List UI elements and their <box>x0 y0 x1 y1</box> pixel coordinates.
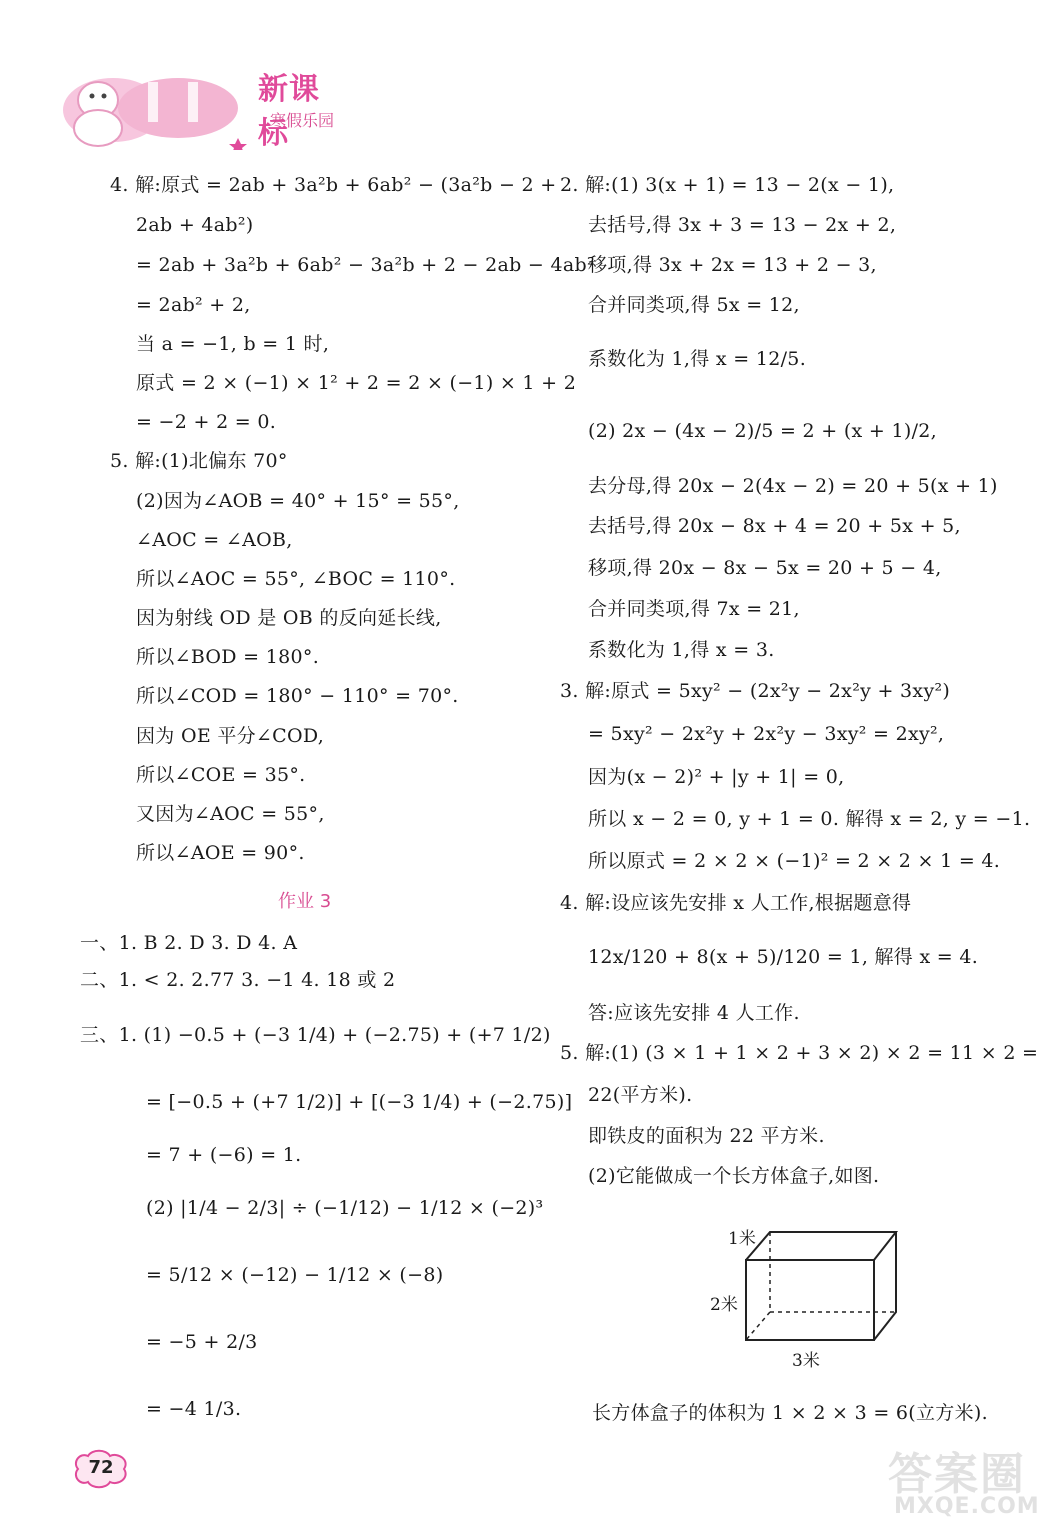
answer-line: (2)它能做成一个长方体盒子,如图. <box>588 1165 880 1187</box>
answer-line: 所以∠AOE = 90°. <box>136 842 305 864</box>
answer-line: (2)因为∠AOB = 40° + 15° = 55°, <box>136 490 460 512</box>
answer-line: 5. 解:(1) (3 × 1 + 1 × 2 + 3 × 2) × 2 = 11 × 2 = <box>560 1042 1039 1064</box>
figure-label-length: 3米 <box>792 1351 820 1371</box>
answer-line: 所以∠AOC = 55°, ∠BOC = 110°. <box>136 568 456 590</box>
answer-line: 12x/120 + 8(x + 5)/120 = 1, 解得 x = 4. <box>588 946 979 968</box>
page-number-badge <box>68 1448 134 1490</box>
answer-line: = [−0.5 + (+7 1/2)] + [(−3 1/4) + (−2.75)] <box>146 1091 573 1113</box>
answer-line: 所以 x − 2 = 0, y + 1 = 0. 解得 x = 2, y = −1. <box>588 808 1031 830</box>
figure-label-height: 1米 <box>728 1229 756 1249</box>
snowman-cloud-icon <box>58 60 258 150</box>
answer-line: = 5/12 × (−12) − 1/12 × (−8) <box>146 1264 444 1286</box>
figure-label-side: 2米 <box>710 1295 738 1315</box>
answer-line: 2. 解:(1) 3(x + 1) = 13 − 2(x − 1), <box>560 174 895 196</box>
answer-line: = −5 + 2/3 <box>146 1331 258 1353</box>
answer-line: 又因为∠AOC = 55°, <box>136 803 325 825</box>
answer-line: 3. 解:原式 = 5xy² − (2x²y − 2x²y + 3xy²) <box>560 680 951 702</box>
cuboid-figure <box>700 1218 920 1371</box>
answer-line: = 7 + (−6) = 1. <box>146 1144 302 1166</box>
answer-line: = 2ab + 3a²b + 6ab² − 3a²b + 2 − 2ab − 4ab² <box>136 254 595 276</box>
answer-line: 长方体盒子的体积为 1 × 2 × 3 = 6(立方米). <box>592 1402 988 1424</box>
brand-subtitle: 寒假乐园 <box>270 111 335 130</box>
answer-line: 二、1. < 2. 2.77 3. −1 4. 18 或 2 <box>80 969 396 991</box>
answer-line: 即铁皮的面积为 22 平方米. <box>588 1125 825 1147</box>
answer-line: 去分母,得 20x − 2(4x − 2) = 20 + 5(x + 1) <box>588 475 998 497</box>
answer-line: 移项,得 3x + 2x = 13 + 2 − 3, <box>588 254 877 276</box>
answer-line: 4. 解:原式 = 2ab + 3a²b + 6ab² − (3a²b − 2 + <box>110 174 557 196</box>
answer-line: 合并同类项,得 5x = 12, <box>588 294 800 316</box>
brand-title: 新课标 <box>258 72 320 151</box>
answer-line: 所以∠BOD = 180°. <box>136 646 320 668</box>
answer-line: 4. 解:设应该先安排 x 人工作,根据题意得 <box>560 892 912 914</box>
answer-line: (2) |1/4 − 2/3| ÷ (−1/12) − 1/12 × (−2)³ <box>146 1197 544 1219</box>
answer-line: 一、1. B 2. D 3. D 4. A <box>80 932 298 954</box>
answer-line: 系数化为 1,得 x = 12/5. <box>588 348 807 370</box>
answer-line: 因为 OE 平分∠COD, <box>136 725 325 747</box>
answer-line: 合并同类项,得 7x = 21, <box>588 598 800 620</box>
answer-line: 因为(x − 2)² + |y + 1| = 0, <box>588 766 845 788</box>
answer-line: 所以∠COD = 180° − 110° = 70°. <box>136 685 459 707</box>
answer-line: (2) 2x − (4x − 2)/5 = 2 + (x + 1)/2, <box>588 420 938 442</box>
answer-line: = 5xy² − 2x²y + 2x²y − 3xy² = 2xy², <box>588 723 945 745</box>
answer-line: 2ab + 4ab²) <box>136 214 254 236</box>
answer-line: 所以原式 = 2 × 2 × (−1)² = 2 × 2 × 1 = 4. <box>588 850 1001 872</box>
answer-line: 原式 = 2 × (−1) × 1² + 2 = 2 × (−1) × 1 + 2 <box>136 372 577 394</box>
page-number: 72 <box>88 1457 114 1478</box>
answer-line: 因为射线 OD 是 OB 的反向延长线, <box>136 607 442 629</box>
watermark <box>882 1438 1050 1528</box>
answer-line: 三、1. (1) −0.5 + (−3 1/4) + (−2.75) + (+7 1/2) <box>80 1024 551 1046</box>
answer-line: 22(平方米). <box>588 1084 693 1106</box>
answer-line: 所以∠COE = 35°. <box>136 764 306 786</box>
answer-line: = −4 1/3. <box>146 1398 242 1420</box>
answer-line: 系数化为 1,得 x = 3. <box>588 639 775 661</box>
answer-line: 去括号,得 20x − 8x + 4 = 20 + 5x + 5, <box>588 515 961 537</box>
answer-line: 当 a = −1, b = 1 时, <box>136 333 330 355</box>
answer-line: = −2 + 2 = 0. <box>136 411 277 433</box>
answer-line: 去括号,得 3x + 3 = 13 − 2x + 2, <box>588 214 897 236</box>
section-heading: 作业 3 <box>278 891 332 912</box>
answer-line: 答:应该先安排 4 人工作. <box>588 1002 800 1024</box>
header-logo <box>58 60 348 150</box>
answer-line: 5. 解:(1)北偏东 70° <box>110 450 288 472</box>
answer-line: 移项,得 20x − 8x − 5x = 20 + 5 − 4, <box>588 557 942 579</box>
watermark-url: MXQE.COM <box>894 1494 1040 1519</box>
answer-line: = 2ab² + 2, <box>136 294 251 316</box>
answer-line: ∠AOC = ∠AOB, <box>136 529 293 551</box>
watermark-text: 答案圈 <box>888 1449 1026 1500</box>
